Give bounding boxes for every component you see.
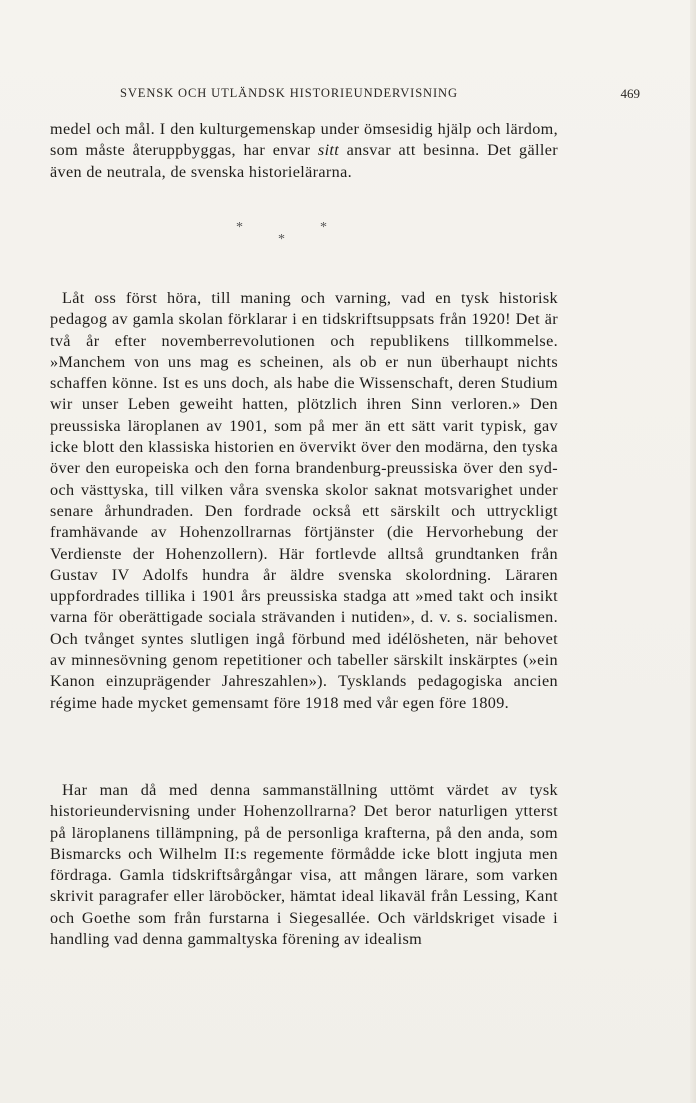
paragraph-2 <box>50 288 558 714</box>
running-title: SVENSK OCH UTLÄNDSK HISTORIEUNDERVISNING <box>120 86 458 100</box>
asterisk-right: * <box>320 220 327 235</box>
paragraph-1-emphasis: sitt <box>317 141 340 160</box>
paragraph-1-text <box>50 119 558 183</box>
paragraph-1-text-b: ansvar att besinna. Det gäller även de neutrala, de svenska historielärarna. <box>50 141 558 181</box>
page-header <box>50 86 646 106</box>
page-edge-shadow <box>690 0 696 1103</box>
paragraph-3-text: Har man då med denna sammanställning uttömt värdet av tysk historieundervisning under Hohenzollrarna? Det beror naturligen ytterst på läroplanens tillämpning, på de personliga krafterna, på den anda, som Bismarcks och Wilhelm II:s regemente förmådde icke blott ingjuta men fördraga. Gamla tidskriftsårgångar visa, att mången lärare, som varken skrivit paragrafer eller läroböcker, hämtat ideal likaväl från Lessing, Kant och Goethe som från furstarna i Siegesallée. Och världskriget visade i handling vad denna gammaltyska förening av idealism <box>50 781 558 949</box>
paragraph-3 <box>50 780 558 950</box>
asterisk-left: * <box>236 220 243 235</box>
page-number: 469 <box>620 86 640 101</box>
paragraph-1 <box>50 119 558 183</box>
asterism-separator <box>230 220 340 254</box>
asterisk-bottom: * <box>278 232 285 247</box>
paragraph-1-text-a: medel och mål. I den kulturgemenskap under ömsesidig hjälp och lärdom, som måste återuppbyggas, har envar <box>50 120 558 160</box>
paragraph-2-text: Låt oss först höra, till maning och varning, vad en tysk historisk pedagog av gamla skolan förklarar i en tidskriftsuppsats från 1920! Det är två år efter novemberrevolutionen och republikens tillkommelse. »Manchem von uns mag es scheinen, als ob er nun überhaupt nichts schaffen könne. Ist es uns doch, als habe die Wissenschaft, deren Studium wir unser Leben geweiht hatten, plötzlich ihren Sinn verloren.» Den preussiska läroplanen av 1901, som på mer än ett sätt varit typisk, gav icke blott den klassiska historien en övervikt över den modärna, den tyska över den europeiska och den forna brandenburg-preussiska över den syd- och västtyska, till vilken våra svenska skolor saknat motsvarighet under senare århundraden. Den fordrade också ett särskilt och uttryckligt framhävande av Hohenzollrarnas förtjänster (die Hervorhebung der Verdienste der Hohenzollern). Här fortlevde alltså grundtanken från Gustav IV Adolfs hundra år äldre svenska skolordning. Läraren uppfordrades tillika i 1901 års preussiska stadga att »med takt och insikt varna för oberättigade sociala strävanden i nutiden», d. v. s. socialismen. Och tvånget syntes slutligen ingå förbund med idélösheten, när behovet av minnesövning genom repetitioner och tabeller särskilt inskärptes (»ein Kanon einzuprägender Jahreszahlen»). Tysklands pedagogiska ancien régime hade mycket gemensamt före 1918 med vår egen före 1809. <box>50 289 558 712</box>
